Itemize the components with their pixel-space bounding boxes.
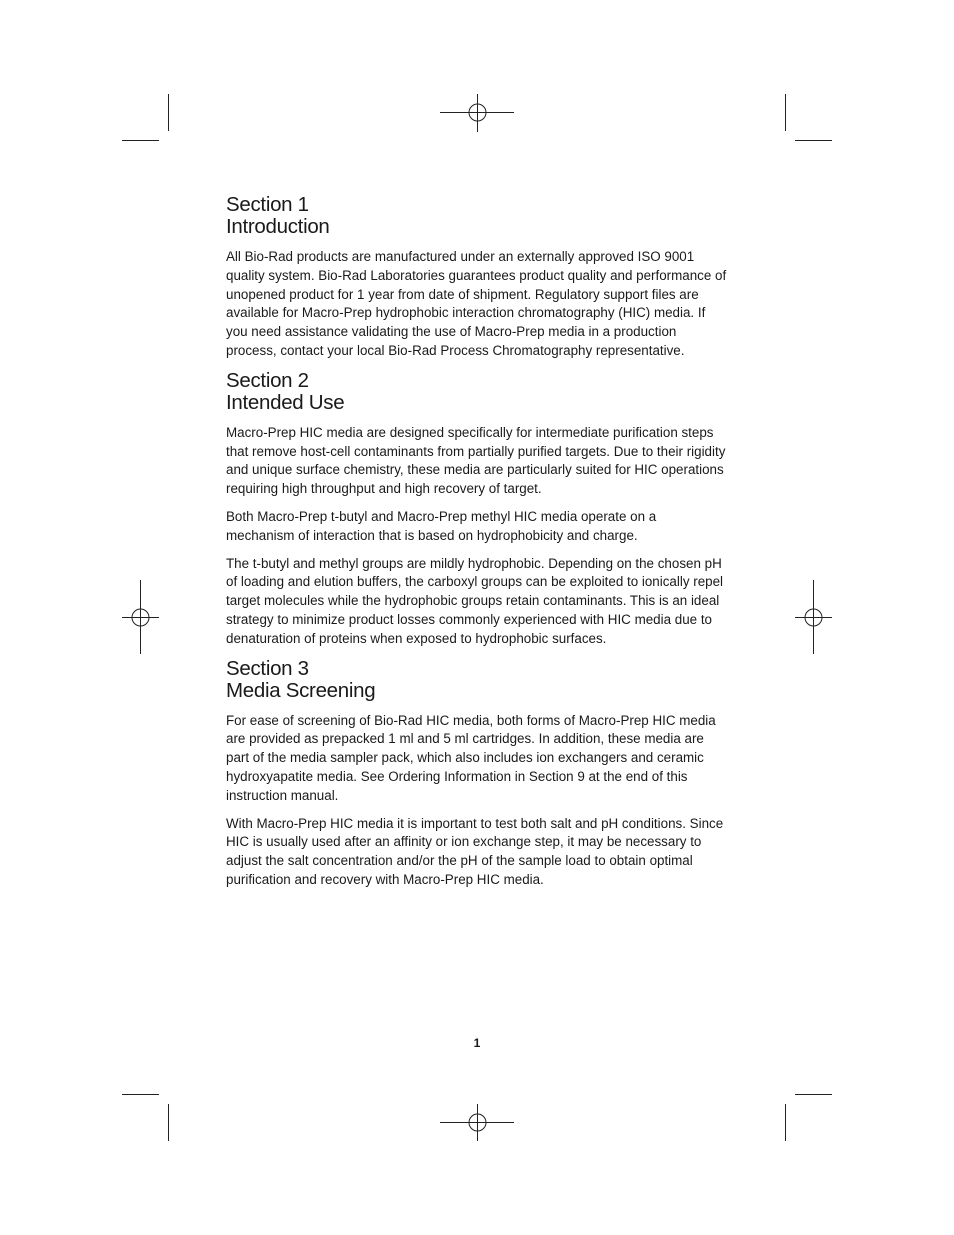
document-body (226, 194, 728, 890)
section-2-paragraph-2: Both Macro-Prep t-butyl and Macro-Prep methyl HIC media operate on a mechanism of interaction that is based on hydrophobicity and charge. (226, 508, 657, 543)
registration-target-right (795, 580, 832, 654)
section-3-paragraph-2: With Macro-Prep HIC media it is important to test both salt and pH conditions. Since HIC is usually used after an affinity or ion exchange step, it may be necessary to adjust the salt concentration and/or the pH of the sample load to obtain optimal purification and recovery with Macro-Prep HIC media. (226, 815, 724, 887)
section-3-heading (226, 658, 728, 702)
page-number: 1 (473, 1036, 481, 1050)
section-1-paragraph-1: All Bio-Rad products are manufactured under an externally approved ISO 9001 quality system. Bio-Rad Laboratories guarantees product quality and performance of unopened product for 1 year from date of shipment. Regulatory support files are available for Macro-Prep hydrophobic interaction chromatography (HIC) media. If you need assistance validating the use of Macro-Prep media in a production process, contact your local Bio-Rad Process Chromatography representative. (226, 249, 727, 358)
registration-target-left (122, 580, 159, 654)
registration-target-top (440, 94, 514, 132)
section-2-title: Intended Use (226, 390, 345, 414)
registration-target-bottom (440, 1104, 514, 1141)
section-3-title: Media Screening (226, 678, 376, 702)
section-2-heading (226, 370, 728, 414)
section-3-number: Section 3 (226, 656, 309, 680)
section-2-number: Section 2 (226, 368, 309, 392)
section-1-heading (226, 194, 728, 238)
section-1-title: Introduction (226, 215, 330, 238)
section-1-number: Section 1 (226, 193, 309, 216)
section-2-paragraph-3: The t-butyl and methyl groups are mildly hydrophobic. Depending on the chosen pH of loading and elution buffers, the carboxyl groups can be exploited to ionically repel target molecules while the hydrophobic groups retain contaminants. This is an ideal strategy to minimize product losses commonly experienced with HIC media due to denaturation of proteins when exposed to hydrophobic surfaces. (226, 555, 724, 646)
section-3-paragraph-1: For ease of screening of Bio-Rad HIC media, both forms of Macro-Prep HIC media are provided as prepacked 1 ml and 5 ml cartridges. In addition, these media are part of the media sampler pack, which also includes ion exchangers and ceramic hydroxyapatite media. See Ordering Information in Section 9 at the end of this instruction manual. (226, 712, 716, 803)
section-2-paragraph-1: Macro-Prep HIC media are designed specifically for intermediate purification steps that remove host-cell contaminants from partially purified targets. Due to their rigidity and unique surface chemistry, these media are particularly suited for HIC operations requiring high throughput and high recovery of target. (226, 424, 726, 497)
